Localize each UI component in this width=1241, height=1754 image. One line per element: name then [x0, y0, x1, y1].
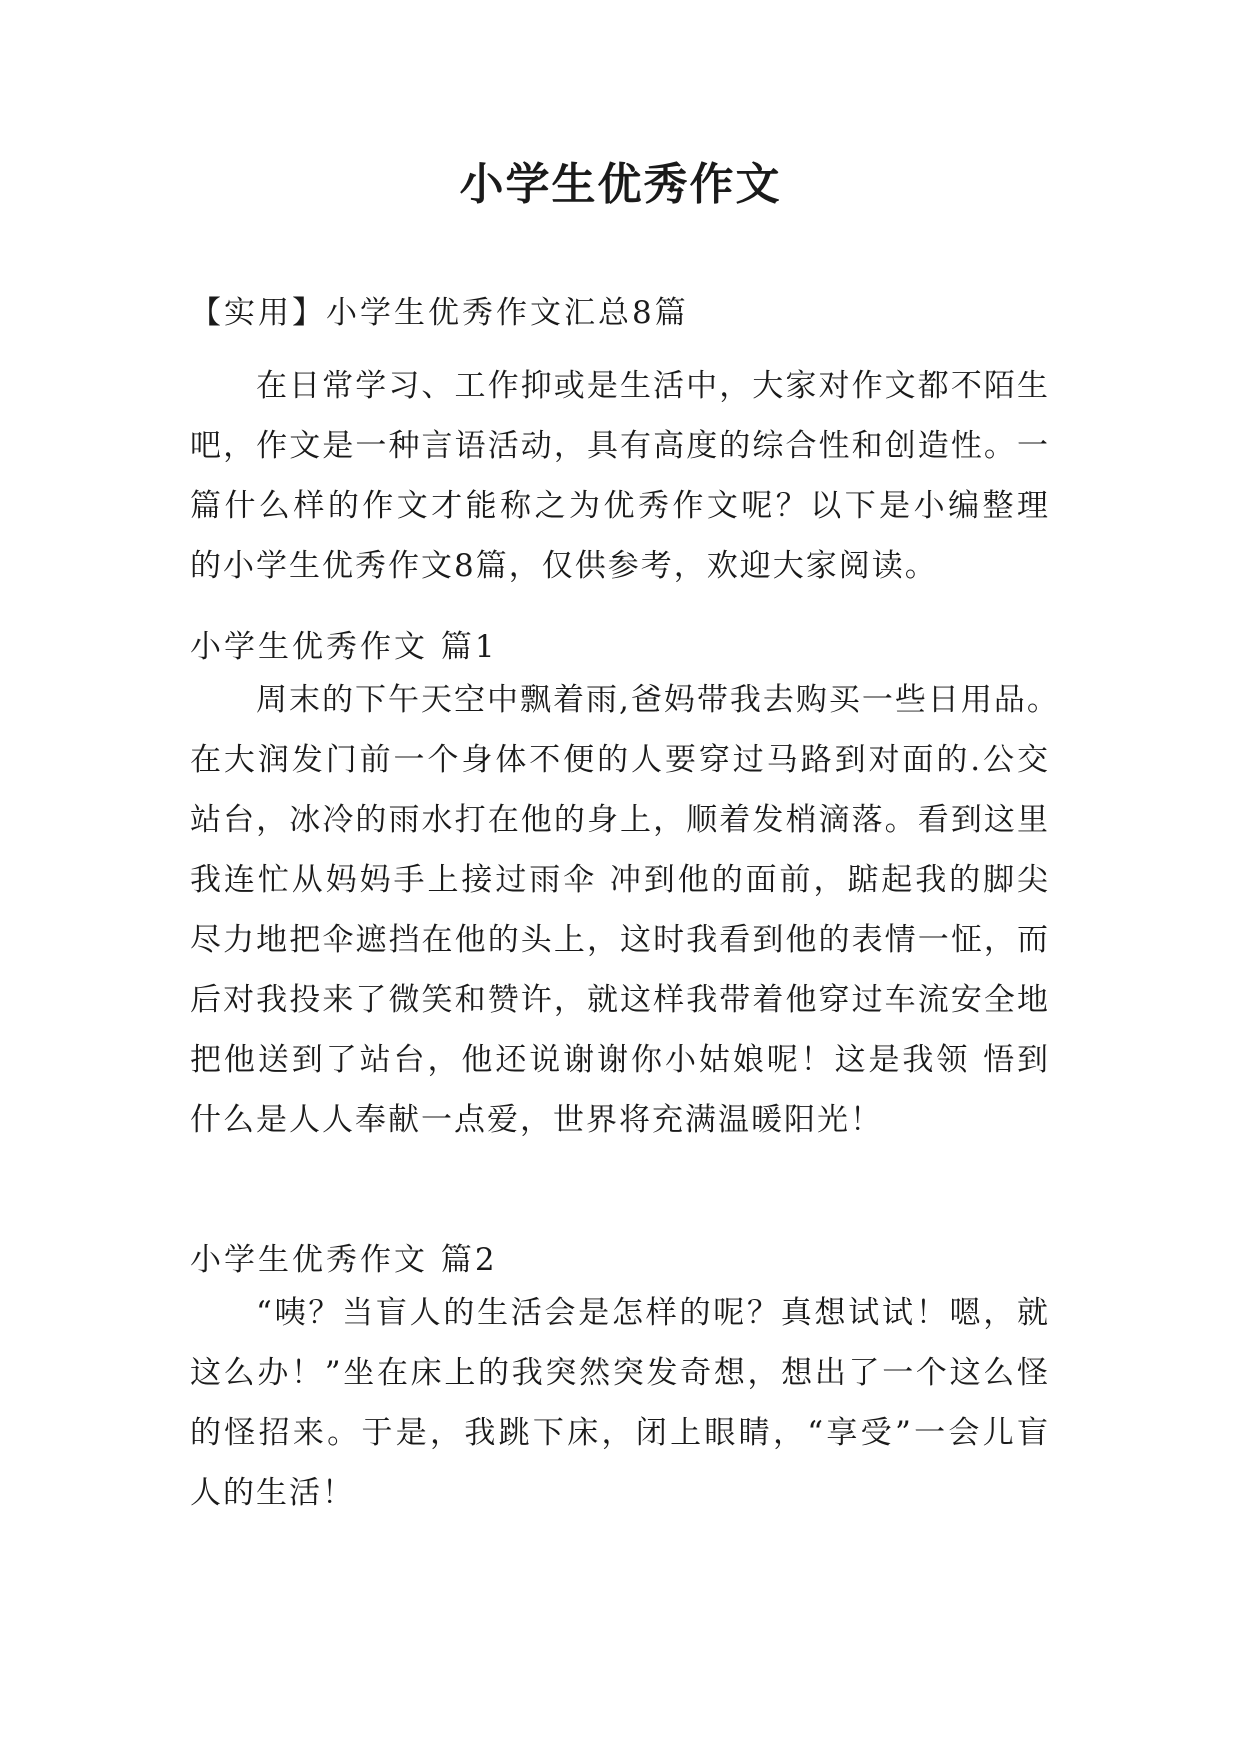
intro-line: 吧，作文是一种言语活动，具有高度的综合性和创造性。一 [190, 428, 1050, 464]
document-title: 小学生优秀作文 [459, 159, 782, 210]
section-heading-2: 小学生优秀作文 篇2 [190, 1242, 498, 1278]
paragraph-line: 在大润发门前一个身体不便的人要穿过马路到对面的.公交 [190, 742, 1050, 778]
section-2-paragraph [190, 1283, 1050, 1523]
section-heading-1: 小学生优秀作文 篇1 [190, 629, 498, 665]
paragraph-line: 后对我投来了微笑和赞许，就这样我带着他穿过车流安全地 [190, 982, 1050, 1018]
intro-paragraph [190, 356, 1050, 596]
intro-line: 在日常学习、工作抑或是生活中，大家对作文都不陌生 [256, 368, 1050, 404]
paragraph-line: 什么是人人奉献一点爱，世界将充满温暖阳光！ [190, 1102, 883, 1138]
paragraph-line: 站台，冰冷的雨水打在他的身上，顺着发梢滴落。看到这里 [190, 802, 1050, 838]
paragraph-line: 我连忙从妈妈手上接过雨伞 冲到他的面前，踮起我的脚尖 [190, 862, 1050, 898]
paragraph-line: 人的生活！ [190, 1475, 355, 1511]
paragraph-line: 周末的下午天空中飘着雨,爸妈带我去购买一些日用品。 [256, 682, 1060, 718]
section-1-paragraph [190, 670, 1060, 1150]
paragraph-line: 这么办！”坐在床上的我突然突发奇想，想出了一个这么怪 [190, 1355, 1050, 1391]
paragraph-line: 的怪招来。于是，我跳下床，闭上眼睛，“享受”一会儿盲 [190, 1415, 1050, 1451]
intro-line: 篇什么样的作文才能称之为优秀作文呢？以下是小编整理 [190, 488, 1050, 524]
document-subtitle: 【实用】小学生优秀作文汇总8篇 [190, 295, 689, 331]
paragraph-line: 把他送到了站台，他还说谢谢你小姑娘呢！这是我领 悟到 [190, 1042, 1050, 1078]
intro-line: 的小学生优秀作文8篇，仅供参考，欢迎大家阅读。 [190, 548, 938, 584]
paragraph-line: 尽力地把伞遮挡在他的头上，这时我看到他的表情一怔，而 [190, 922, 1050, 958]
paragraph-line: “咦？当盲人的生活会是怎样的呢？真想试试！嗯，就 [256, 1295, 1050, 1331]
